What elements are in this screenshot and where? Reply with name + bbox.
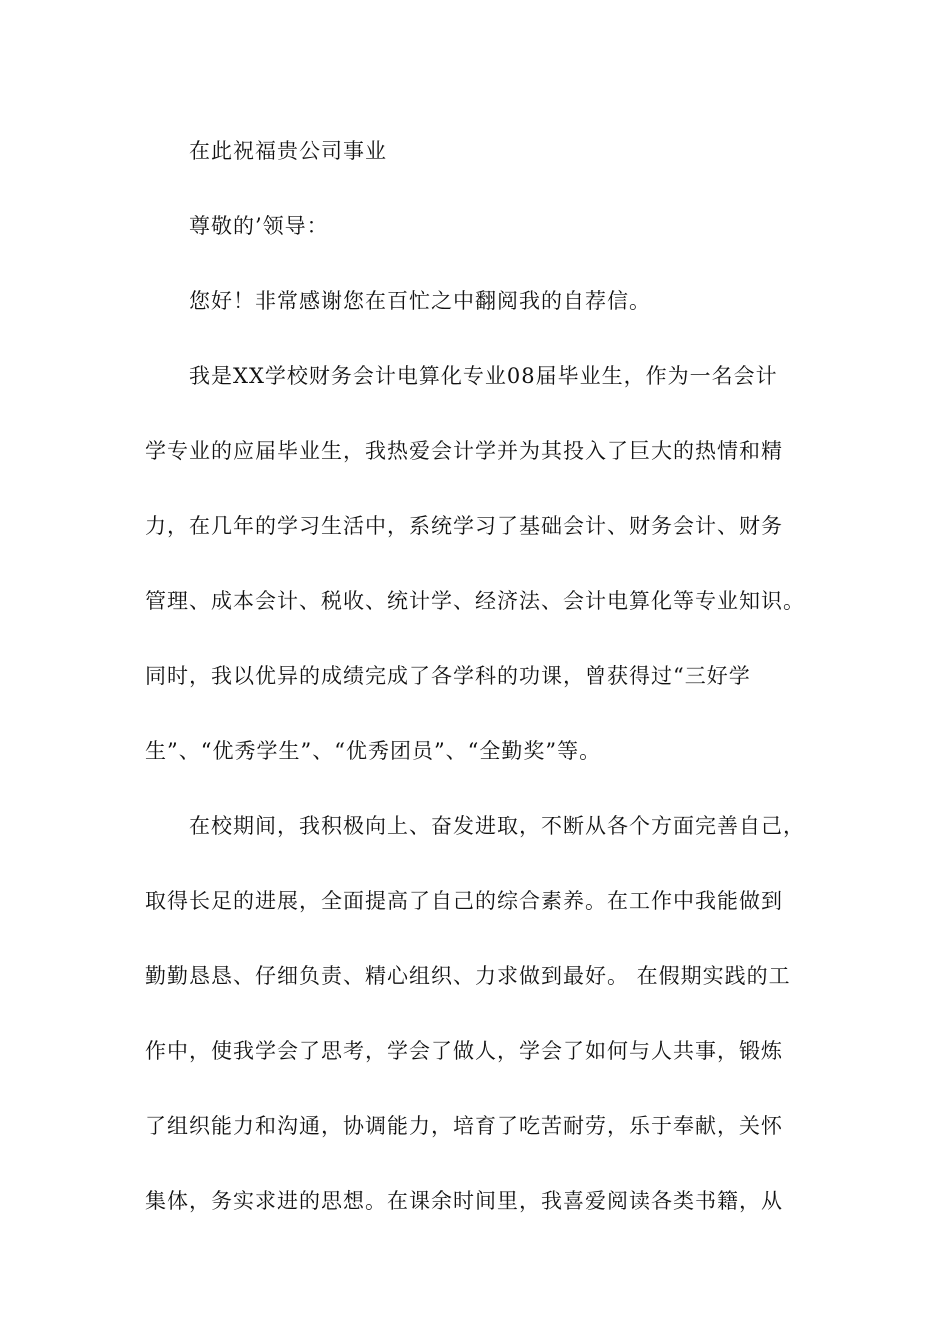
- text-line: 我是XX学校财务会计电算化专业08届毕业生，作为一名会计: [189, 364, 778, 388]
- text-line: 在校期间，我积极向上、奋发进取，不断从各个方面完善自己，: [189, 814, 805, 838]
- text-line: 同时，我以优异的成绩完成了各学科的功课，曾获得过“三好学: [145, 664, 751, 688]
- text-line: 集体，务实求进的思想。在课余时间里，我喜爱阅读各类书籍，从: [145, 1189, 783, 1213]
- text-line: 了组织能力和沟通，协调能力，培育了吃苦耐劳，乐于奉献，关怀: [145, 1114, 783, 1138]
- text-line: 在此祝福贵公司事业: [189, 139, 387, 163]
- text-line: 力，在几年的学习生活中，系统学习了基础会计、财务会计、财务: [145, 514, 783, 538]
- text-line: 作中，使我学会了思考，学会了做人，学会了如何与人共事，锻炼: [145, 1039, 783, 1063]
- text-line: 勤勤恳恳、仔细负责、精心组织、力求做到最好。 在假期实践的工: [145, 964, 791, 988]
- text-line: 您好！非常感谢您在百忙之中翻阅我的自荐信。: [189, 289, 651, 313]
- text-line: 学专业的应届毕业生，我热爱会计学并为其投入了巨大的热情和精: [145, 439, 783, 463]
- text-line: 管理、成本会计、税收、统计学、经济法、会计电算化等专业知识。: [145, 589, 805, 613]
- text-line: 生”、“优秀学生”、“优秀团员”、“全勤奖”等。: [145, 739, 602, 763]
- text-line: 取得长足的进展，全面提高了自己的综合素养。在工作中我能做到: [145, 889, 783, 913]
- salutation-line: 尊敬的’领导：: [189, 214, 329, 238]
